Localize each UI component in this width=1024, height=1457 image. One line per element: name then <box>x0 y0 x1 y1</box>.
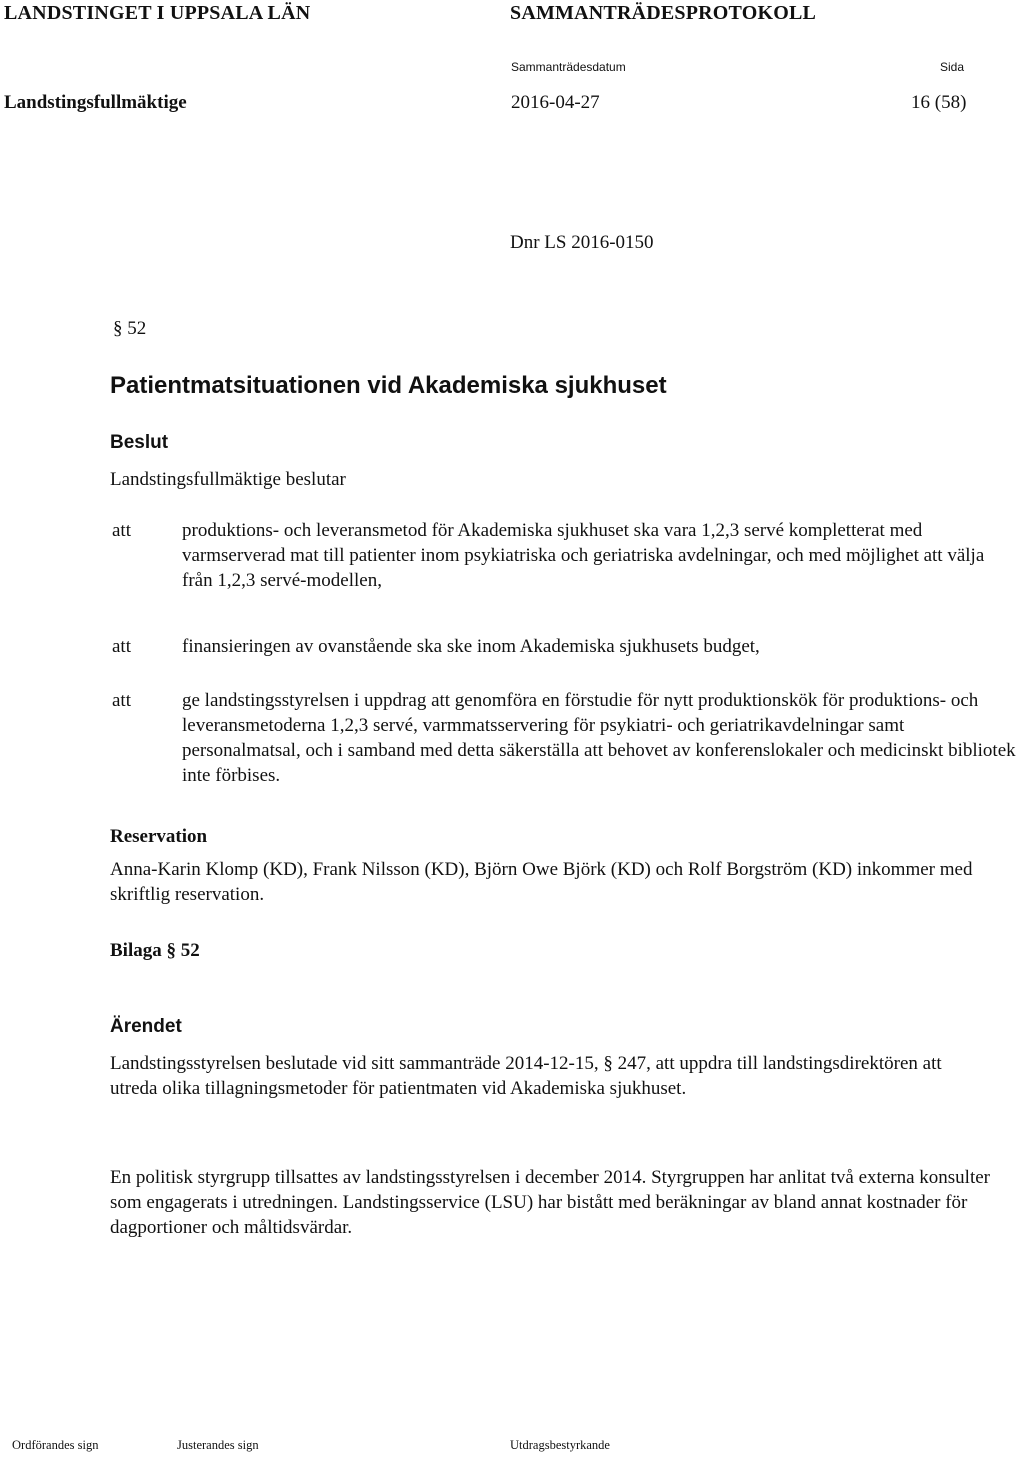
extract-certification-label: Utdragsbestyrkande <box>510 1438 610 1452</box>
page-title: Patientmatsituationen vid Akademiska sjukhuset <box>110 372 667 399</box>
date-label: Sammanträdesdatum <box>511 60 626 74</box>
decision-marker: att <box>112 636 131 657</box>
decision-marker: att <box>112 520 131 541</box>
chair-signature-label: Ordförandes sign <box>12 1438 99 1452</box>
beslut-intro: Landstingsfullmäktige beslutar <box>110 469 346 490</box>
section-heading-beslut: Beslut <box>110 432 169 453</box>
arendet-paragraph: Landstingsstyrelsen beslutade vid sitt sammanträde 2014-12-15, § 247, att uppdra till landstingsdirektören att utreda olika tillagningsmetoder för patientmaten vid Akademiska sjukhuset. <box>110 1053 942 1099</box>
page-label: Sida <box>940 60 965 74</box>
adjuster-signature-label: Justerandes sign <box>177 1438 259 1452</box>
meeting-date: 2016-04-27 <box>511 92 600 113</box>
paragraph-number: § 52 <box>113 318 147 339</box>
attachment-reference: Bilaga § 52 <box>110 940 200 961</box>
section-heading-arendet: Ärendet <box>110 1016 182 1037</box>
committee-name: Landstingsfullmäktige <box>4 92 187 113</box>
document-type: SAMMANTRÄDESPROTOKOLL <box>510 2 817 24</box>
decision-marker: att <box>112 690 131 711</box>
decision-item: ge landstingsstyrelsen i uppdrag att genomföra en förstudie för nytt produktionskök för produktions- och leveransmetoderna 1,2,3 servé, varmmatsservering för psykiatri- och geriatrikavdelningar samt personalmatsal, och i samband med detta säkerställa att behovet av konferenslokaler och medicinskt bibliotek inte förbises. <box>182 690 1016 786</box>
page-number: 16 (58) <box>911 92 967 113</box>
decision-item: finansieringen av ovanstående ska ske inom Akademiska sjukhusets budget, <box>182 636 760 657</box>
decision-item: produktions- och leveransmetod för Akademiska sjukhuset ska vara 1,2,3 servé kompletterat med varmserverad mat till patienter inom psykiatriska och geriatriska avdelningar, och med möjlighet att välja från 1,2,3 servé-modellen, <box>182 520 985 591</box>
org-name: LANDSTINGET I UPPSALA LÄN <box>4 2 311 24</box>
arendet-paragraph: En politisk styrgrupp tillsattes av landstingsstyrelsen i december 2014. Styrgruppen har anlitat två externa konsulter som engagerats i utredningen. Landstingsservice (LSU) har bistått med beräkningar av bland annat kostnader för dagportioner och måltidsvärdar. <box>110 1167 990 1238</box>
case-number: Dnr LS 2016-0150 <box>510 232 654 253</box>
reservation-text: Anna-Karin Klomp (KD), Frank Nilsson (KD), Björn Owe Björk (KD) och Rolf Borgström (KD) inkommer med skriftlig reservation. <box>110 859 973 905</box>
section-heading-reservation: Reservation <box>110 826 208 847</box>
